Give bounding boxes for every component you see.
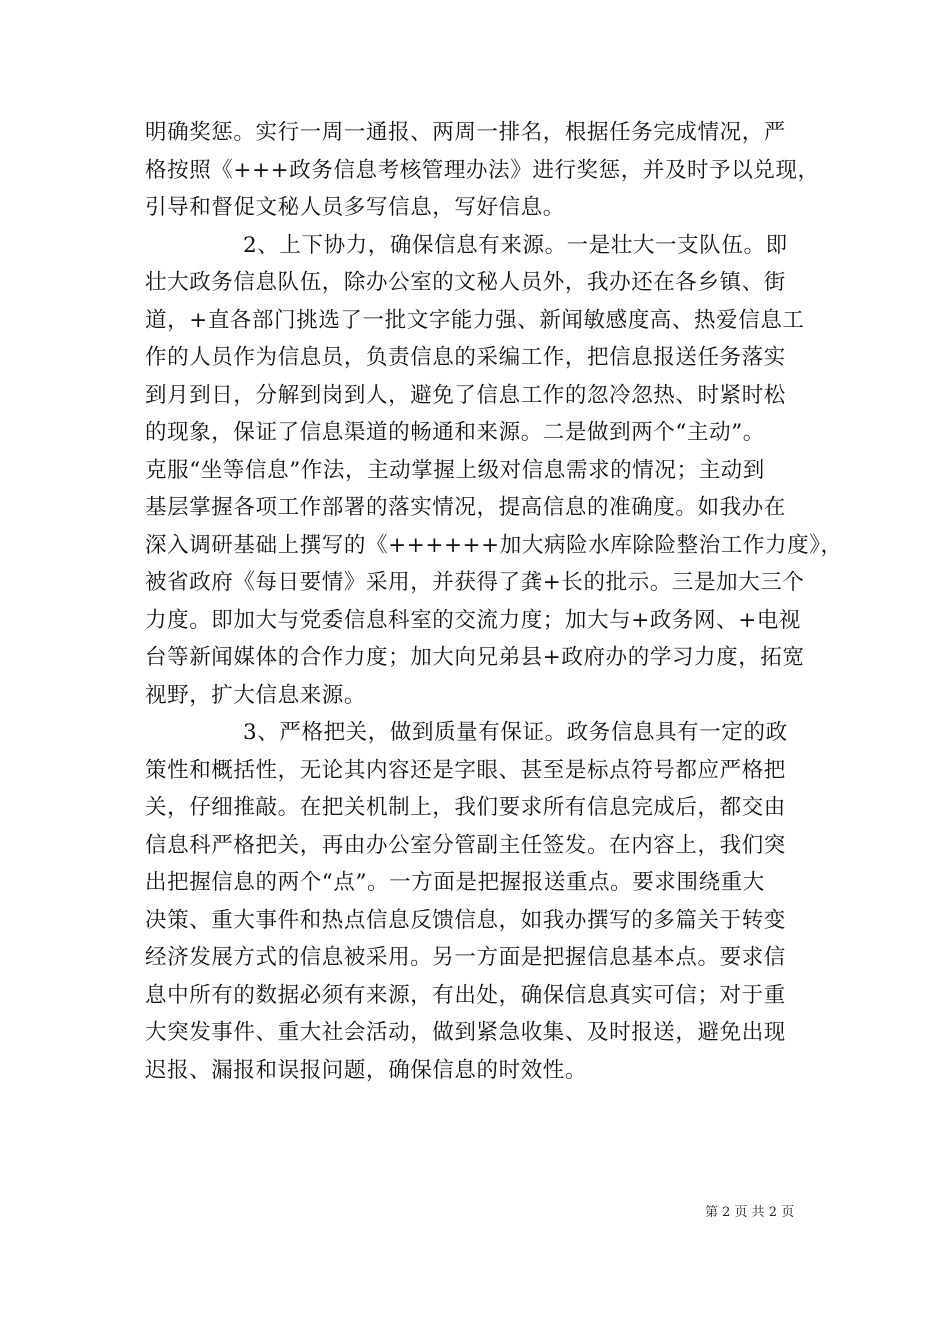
- text-line: 策性和概括性，无论其内容还是字眼、甚至是标点符号都应严格把: [145, 757, 786, 783]
- text-line: 经济发展方式的信息被采用。另一方面是把握信息基本点。要求信: [145, 945, 786, 970]
- text-line: 的现象，保证了信息渠道的畅通和来源。二是做到两个“主动”。: [145, 420, 765, 445]
- text-line: 出把握信息的两个“点”。一方面是把握报送重点。要求围绕重大: [145, 870, 765, 895]
- text-line: 基层掌握各项工作部署的落实情况，提高信息的准确度。如我办在: [145, 495, 786, 520]
- text-line: 克服“坐等信息”作法，主动掌握上级对信息需求的情况；主动到: [145, 457, 765, 483]
- text-line: 到月到日，分解到岗到人，避免了信息工作的忽冷忽热、时紧时松: [145, 382, 786, 408]
- page-number-footer: 第 2 页 共 2 页: [705, 1205, 795, 1220]
- text-line: 作的人员作为信息员，负责信息的采编工作，把信息报送任务落实: [145, 345, 786, 370]
- text-line: 引导和督促文秘人员多写信息，写好信息。: [145, 195, 565, 220]
- text-line: 决策、重大事件和热点信息反馈信息，如我办撰写的多篇关于转变: [145, 907, 786, 933]
- text-line: 深入调研基础上撰写的《++++++加大病险水库除险整治工作力度》，: [145, 532, 843, 558]
- text-line: 被省政府《每日要情》采用，并获得了龚+长的批示。三是加大三个: [145, 570, 805, 595]
- text-line: 关，仔细推敲。在把关机制上，我们要求所有信息完成后，都交由: [145, 795, 786, 820]
- text-line: 道，+直各部门挑选了一批文字能力强、新闻敏感度高、热爱信息工: [145, 307, 805, 333]
- text-line: 视野，扩大信息来源。: [145, 682, 367, 708]
- paragraph-3-first-line: 3、严格把关，做到质量有保证。政务信息具有一定的政: [243, 720, 788, 745]
- text-line: 信息科严格把关，再由办公室分管副主任签发。在内容上，我们突: [145, 832, 786, 858]
- text-line: 力度。即加大与党委信息科室的交流力度；加大与+政务网、+电视: [145, 607, 802, 633]
- text-line: 息中所有的数据必须有来源，有出处，确保信息真实可信；对于重: [145, 982, 786, 1008]
- text-line: 格按照《+++政务信息考核管理办法》进行奖惩，并及时予以兑现，: [145, 157, 820, 183]
- text-line: 台等新闻媒体的合作力度；加大向兄弟县+政府办的学习力度，拓宽: [145, 645, 805, 670]
- text-line: 壮大政务信息队伍，除办公室的文秘人员外，我办还在各乡镇、街: [145, 270, 786, 295]
- text-line: 明确奖惩。实行一周一通报、两周一排名，根据任务完成情况，严: [145, 120, 786, 145]
- text-line: 大突发事件、重大社会活动，做到紧急收集、及时报送，避免出现: [145, 1020, 786, 1045]
- paragraph-2-first-line: 2、上下协力，确保信息有来源。一是壮大一支队伍。即: [243, 232, 788, 258]
- text-line: 迟报、漏报和误报问题，确保信息的时效性。: [145, 1057, 588, 1083]
- body-text: [145, 114, 843, 1089]
